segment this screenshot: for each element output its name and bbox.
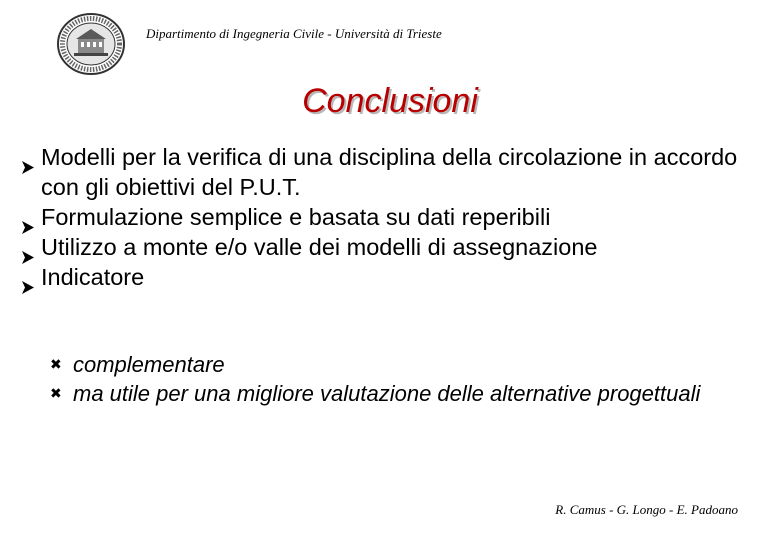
bullet-text: Utilizzo a monte e/o valle dei modelli di assegnazione [41, 234, 598, 260]
bullet-text: Indicatore [41, 264, 145, 290]
bullet-item [22, 202, 772, 232]
bullet-list [22, 142, 772, 292]
institution-header: Dipartimento di Ingegneria Civile - Università di Trieste [146, 26, 442, 41]
sub-bullet-item [50, 379, 750, 408]
authors-footer: R. Camus - G. Longo - E. Padoano [555, 502, 738, 517]
cross-bullet-icon: ✖ [50, 385, 62, 401]
bullet-text: Formulazione semplice e basata su dati reperibili [41, 204, 551, 230]
sub-bullet-text: complementare [73, 352, 225, 377]
sub-bullet-list [50, 350, 750, 408]
arrow-bullet-icon [22, 241, 34, 254]
bullet-text: Modelli per la verifica di una disciplina della circolazione in accordo con gli obiettivi del P.U.T. [41, 144, 738, 200]
slide-title: Conclusioni [302, 82, 478, 120]
cross-bullet-icon: ✖ [50, 356, 62, 372]
bullet-item [22, 232, 772, 262]
university-seal-logo [56, 12, 126, 76]
arrow-bullet-icon [22, 211, 34, 224]
bullet-item [22, 142, 772, 202]
arrow-bullet-icon [22, 271, 34, 284]
bullet-item [22, 262, 772, 292]
arrow-bullet-icon [22, 151, 34, 164]
sub-bullet-text: ma utile per una migliore valutazione delle alternative progettuali [73, 381, 701, 406]
sub-bullet-item [50, 350, 750, 379]
